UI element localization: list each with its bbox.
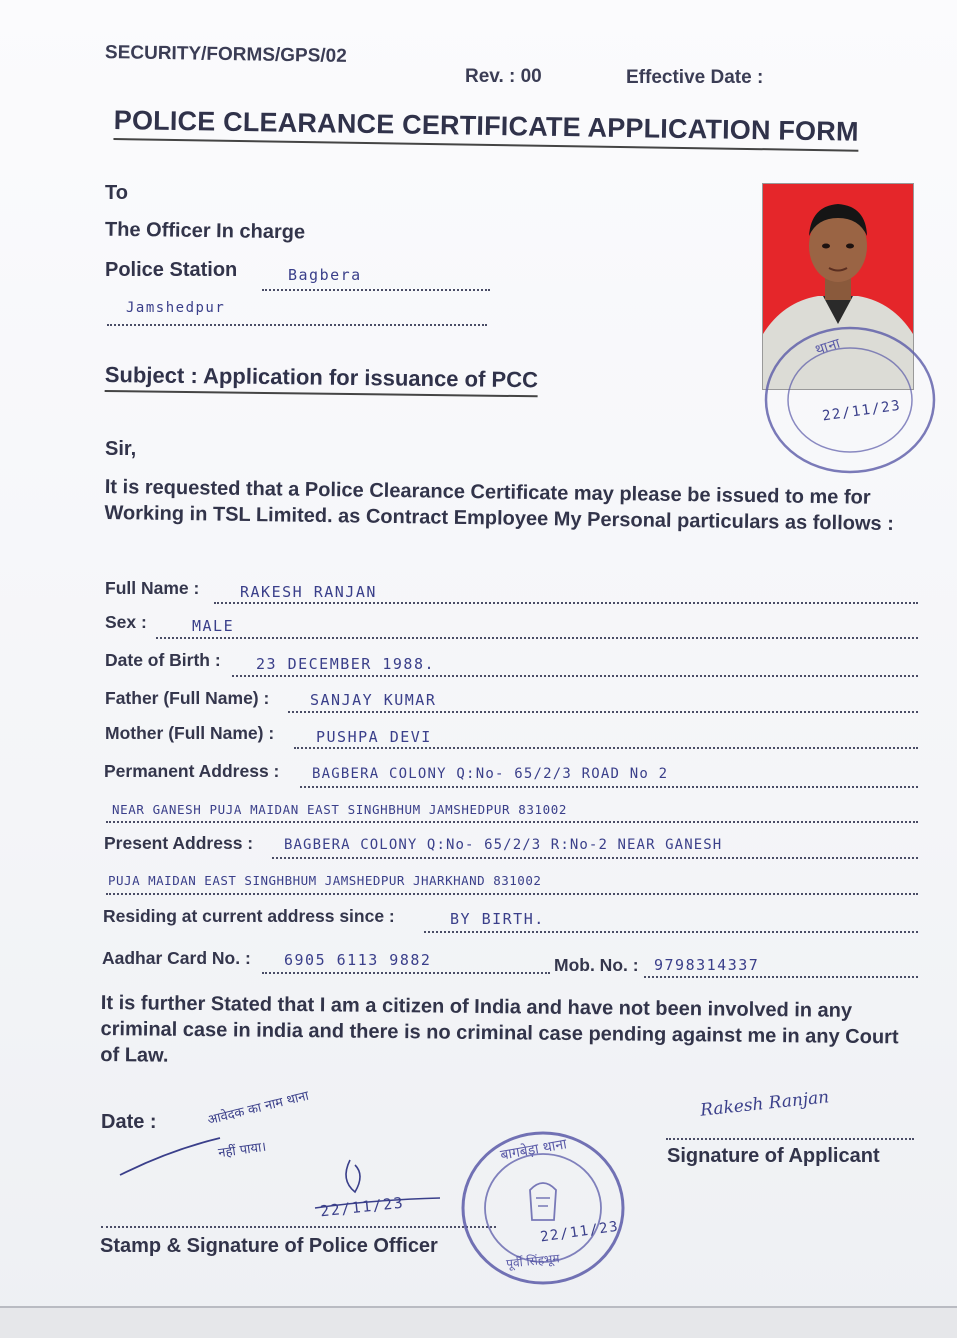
police-station-label: Police Station [105, 259, 238, 281]
mobile-dots [644, 976, 918, 978]
officer-note-line1: आवेदक का नाम थाना [206, 1088, 311, 1129]
page-title: POLICE CLEARANCE CERTIFICATE APPLICATION FORM [113, 105, 858, 152]
to-label: To [105, 182, 128, 204]
mother-dots [294, 747, 918, 749]
photo-stamp-text: थाना [813, 335, 843, 359]
mobile-label: Mob. No. : [554, 955, 639, 975]
sex-value: MALE [192, 617, 235, 635]
form-code: SECURITY/FORMS/GPS/02 [104, 42, 347, 67]
father-dots [288, 711, 918, 713]
dob-value: 23 DECEMBER 1988. [256, 655, 436, 673]
stamp-bottom-text: पूर्वी सिंहभूम [505, 1251, 561, 1271]
permanent-address-label: Permanent Address : [104, 761, 280, 781]
dob-label: Date of Birth : [105, 650, 221, 670]
officer-signature-label: Stamp & Signature of Police Officer [100, 1235, 438, 1257]
sex-dots [156, 637, 918, 639]
residing-dots [424, 931, 918, 933]
applicant-signature: Rakesh Ranjan [699, 1087, 831, 1121]
mother-label: Mother (Full Name) : [105, 723, 275, 743]
stamp-top-text: बागबेड़ा थाना [499, 1136, 568, 1164]
revision: Rev. : 00 [465, 66, 542, 87]
police-station-dots [262, 289, 490, 291]
sex-label: Sex : [105, 612, 147, 632]
aadhar-label: Aadhar Card No. : [102, 948, 251, 968]
full-name-value: RAKESH RANJAN [240, 583, 377, 601]
city-value: Jamshedpur [126, 300, 226, 316]
stamp-date: 22/11/23 [539, 1218, 621, 1246]
present-address-line2: PUJA MAIDAN EAST SINGHBHUM JAMSHEDPUR JHARKHAND 831002 [108, 873, 542, 888]
permanent-address-dots-1 [300, 786, 918, 788]
date-label: Date : [101, 1111, 157, 1133]
residing-label: Residing at current address since : [103, 906, 395, 926]
effective-date-label: Effective Date : [626, 67, 764, 88]
permanent-address-dots-2 [106, 821, 918, 823]
paper-bottom-edge [0, 1306, 957, 1338]
full-name-label: Full Name : [105, 578, 200, 598]
father-label: Father (Full Name) : [105, 688, 270, 708]
present-address-line1: BAGBERA COLONY Q:No- 65/2/3 R:No-2 NEAR GANESH [284, 837, 723, 853]
father-value: SANJAY KUMAR [310, 691, 437, 709]
salutation: Sir, [105, 438, 137, 460]
residing-value: BY BIRTH. [450, 910, 545, 928]
permanent-address-line2: NEAR GANESH PUJA MAIDAN EAST SINGHBHUM JAMSHEDPUR 831002 [112, 802, 568, 817]
police-station-value: Bagbera [288, 266, 362, 284]
permanent-address-line1: BAGBERA COLONY Q:No- 65/2/3 ROAD No 2 [312, 766, 669, 782]
applicant-signature-dots [666, 1138, 914, 1140]
officer-signature-dots [101, 1226, 496, 1228]
aadhar-value: 6905 6113 9882 [284, 951, 432, 969]
officer-note-line2: नहीं पाया। [217, 1139, 268, 1162]
officer-label: The Officer In charge [104, 218, 306, 244]
declaration-paragraph: It is further Stated that I am a citizen of India and have not been involved in any criminal case in india and there is no criminal case pending against me in any Court of Law. [100, 991, 899, 1067]
photo-stamp-icon [760, 320, 940, 480]
photo-stamp-date: 22/11/23 [821, 397, 903, 425]
officer-date: 22/11/23 [319, 1193, 405, 1221]
present-address-label: Present Address : [104, 833, 254, 853]
full-name-dots [214, 602, 918, 604]
applicant-signature-label: Signature of Applicant [667, 1145, 880, 1167]
dob-dots [232, 675, 918, 677]
city-dots [107, 324, 487, 326]
mother-value: PUSHPA DEVI [316, 728, 432, 746]
present-address-dots-1 [272, 857, 918, 859]
mobile-value: 9798314337 [654, 956, 760, 974]
subject-line: Subject : Application for issuance of PCC [105, 362, 538, 397]
aadhar-dots [262, 972, 550, 974]
intro-paragraph: It is requested that a Police Clearance Certificate may please be issued to me for Working in TSL Limited. as Contract Employee My Personal particulars as follows : [104, 475, 894, 536]
present-address-dots-2 [106, 893, 918, 895]
